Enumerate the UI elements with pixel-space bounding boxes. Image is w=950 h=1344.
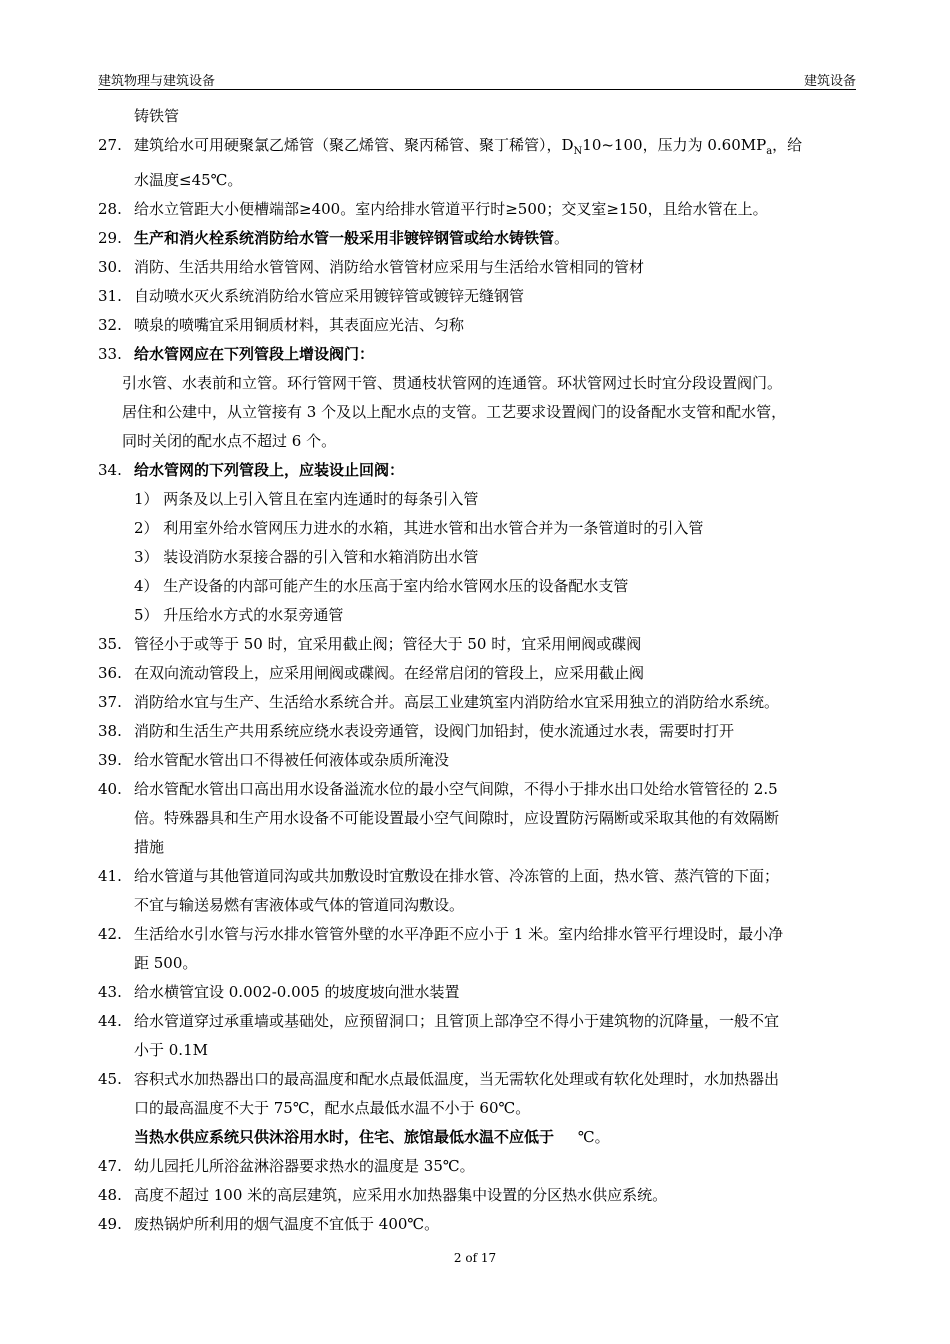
text-line <box>98 920 856 949</box>
item-number: 47. <box>98 1157 122 1175</box>
line-text: 给水立管距大小便槽端部≥400。室内给排水管道平行时≥500；交叉室≥150，且给水管在上。 <box>134 200 768 218</box>
header-left-title: 建筑物理与建筑设备 <box>98 74 216 89</box>
text-line <box>98 543 856 572</box>
subscript-text: N <box>573 146 583 157</box>
line-text: 给水管道穿过承重墙或基础处，应预留洞口；且管顶上部净空不得小于建筑物的沉降量，一般不宜 <box>134 1012 780 1030</box>
line-text: 当热水供应系统只供沐浴用水时，住宅、旅馆最低水温不应低于 <box>134 1128 555 1146</box>
item-number: 32. <box>98 316 122 334</box>
item-number: 37. <box>98 693 122 711</box>
item-number: 36. <box>98 664 122 682</box>
line-text: 消防、生活共用给水管管网、消防给水管管材应采用与生活给水管相同的管材 <box>134 258 645 276</box>
line-text: ℃。 <box>554 1128 610 1146</box>
line-text: 容积式水加热器出口的最高温度和配水点最低温度，当无需软化处理或有软化处理时，水加热器出 <box>134 1070 780 1088</box>
text-line <box>98 717 856 746</box>
text-line <box>98 282 856 311</box>
text-line <box>98 253 856 282</box>
line-text: 1） 两条及以上引入管且在室内连通时的每条引入管 <box>134 490 479 508</box>
line-text: 2） 利用室外给水管网压力进水的水箱，其进水管和出水管合并为一条管道时的引入管 <box>134 519 704 537</box>
subscript-text: a <box>766 146 773 157</box>
text-line <box>98 659 856 688</box>
text-line <box>98 1094 856 1123</box>
line-text: 措施 <box>134 838 165 856</box>
text-line <box>98 601 856 630</box>
line-text: 4） 生产设备的内部可能产生的水压高于室内给水管网水压的设备配水支管 <box>134 577 629 595</box>
item-number: 44. <box>98 1012 122 1030</box>
line-text: 给水管配水管出口不得被任何液体或杂质所淹没 <box>134 751 450 769</box>
line-text: 同时关闭的配水点不超过 6 个。 <box>122 432 337 450</box>
item-number: 48. <box>98 1186 122 1204</box>
line-text: 废热锅炉所利用的烟气温度不宜低于 400℃。 <box>134 1215 440 1233</box>
text-line <box>98 427 856 456</box>
line-text: 口的最高温度不大于 75℃，配水点最低水温不小于 60℃。 <box>134 1099 531 1117</box>
line-text: 5） 升压给水方式的水泵旁通管 <box>134 606 344 624</box>
text-line <box>98 166 856 195</box>
item-number: 29. <box>98 229 122 247</box>
line-text: 引水管、水表前和立管。环行管网干管、贯通枝状管网的连通管。环状管网过长时宜分段设置阀门。 <box>122 374 783 392</box>
line-text: 给水管配水管出口高出用水设备溢流水位的最小空气间隙，不得小于排水出口处给水管管径的 2.5 <box>134 780 778 798</box>
line-text: 给水管道与其他管道同沟或共加敷设时宜敷设在排水管、冷冻管的上面，热水管、蒸汽管的下面； <box>134 867 780 885</box>
line-text: 不宜与输送易燃有害液体或气体的管道同沟敷设。 <box>134 896 465 914</box>
line-text: 幼儿园托儿所浴盆淋浴器要求热水的温度是 35℃。 <box>134 1157 475 1175</box>
line-text: 倍。特殊器具和生产用水设备不可能设置最小空气间隙时，应设置防污隔断或采取其他的有效隔断 <box>134 809 780 827</box>
item-number: 31. <box>98 287 122 305</box>
header-right-title: 建筑设备 <box>803 74 856 89</box>
text-line <box>98 102 856 131</box>
line-text: 给水管网应在下列管段上增设阀门： <box>134 345 375 363</box>
item-number: 27. <box>98 136 122 154</box>
item-number: 33. <box>98 345 122 363</box>
document-body <box>98 102 856 1239</box>
line-text: ，给 <box>772 136 803 154</box>
text-line <box>98 514 856 543</box>
text-line <box>98 398 856 427</box>
item-number: 30. <box>98 258 122 276</box>
line-text: 管径小于或等于 50 时，宜采用截止阀；管径大于 50 时，宜采用闸阀或碟阀 <box>134 635 642 653</box>
page-number: 2 of 17 <box>453 1251 497 1265</box>
line-text: 消防和生活生产共用系统应绕水表设旁通管，设阀门加铅封，使水流通过水表，需要时打开 <box>134 722 735 740</box>
line-text: 喷泉的喷嘴宜采用铜质材料，其表面应光洁、匀称 <box>134 316 465 334</box>
line-text: 高度不超过 100 米的高层建筑，应采用水加热器集中设置的分区热水供应系统。 <box>134 1186 668 1204</box>
page-header <box>98 70 856 90</box>
text-line <box>98 1152 856 1181</box>
text-line <box>98 1036 856 1065</box>
item-number: 28. <box>98 200 122 218</box>
text-line <box>98 224 856 253</box>
line-text: 10~100，压力为 0.60MP <box>582 136 767 154</box>
text-line <box>98 340 856 369</box>
header-divider <box>98 89 856 90</box>
line-text: 小于 0.1M <box>134 1041 208 1059</box>
line-text: 居住和公建中，从立管接有 3 个及以上配水点的支管。工艺要求设置阀门的设备配水支管和配水管， <box>122 403 787 421</box>
text-line <box>98 456 856 485</box>
text-line <box>98 311 856 340</box>
text-line <box>98 949 856 978</box>
line-text: 自动喷水灭火系统消防给水管应采用镀锌管或镀锌无缝钢管 <box>134 287 525 305</box>
text-line <box>98 746 856 775</box>
line-text: 距 500。 <box>134 954 198 972</box>
text-line <box>98 862 856 891</box>
text-line <box>98 630 856 659</box>
text-line <box>98 195 856 224</box>
item-number: 41. <box>98 867 122 885</box>
item-number: 49. <box>98 1215 122 1233</box>
line-text: 铸铁管 <box>134 107 180 125</box>
line-text: 生活给水引水管与污水排水管管外壁的水平净距不应小于 1 米。室内给排水管平行埋设时，最小净 <box>134 925 784 943</box>
text-line <box>98 572 856 601</box>
text-line <box>98 804 856 833</box>
text-line <box>98 775 856 804</box>
text-line <box>98 688 856 717</box>
item-number: 45. <box>98 1070 122 1088</box>
text-line <box>98 833 856 862</box>
text-line <box>98 1181 856 1210</box>
item-number: 34. <box>98 461 122 479</box>
item-number: 35. <box>98 635 122 653</box>
item-number: 42. <box>98 925 122 943</box>
line-text: 。 <box>554 229 570 247</box>
line-text: 在双向流动管段上，应采用闸阀或碟阀。在经常启闭的管段上，应采用截止阀 <box>134 664 645 682</box>
text-line <box>98 1007 856 1036</box>
item-number: 40. <box>98 780 122 798</box>
text-line <box>98 131 856 166</box>
text-line <box>98 1123 856 1152</box>
item-number: 39. <box>98 751 122 769</box>
text-line <box>98 485 856 514</box>
line-text: 给水管网的下列管段上，应装设止回阀： <box>134 461 405 479</box>
line-text: 建筑给水可用硬聚氯乙烯管（聚乙烯管、聚丙稀管、聚丁稀管），D <box>134 136 574 154</box>
line-text: 消防给水宜与生产、生活给水系统合并。高层工业建筑室内消防给水宜采用独立的消防给水系统。 <box>134 693 780 711</box>
line-text: 给水横管宜设 0.002-0.005 的坡度坡向泄水装置 <box>134 983 460 1001</box>
line-text: 生产和消火栓系统消防给水管一般采用非镀锌钢管或给水铸铁管 <box>134 229 555 247</box>
text-line <box>98 978 856 1007</box>
item-number: 43. <box>98 983 122 1001</box>
text-line <box>98 369 856 398</box>
text-line <box>98 1065 856 1094</box>
line-text: 3） 装设消防水泵接合器的引入管和水箱消防出水管 <box>134 548 479 566</box>
text-line <box>98 891 856 920</box>
text-line <box>98 1210 856 1239</box>
line-text: 水温度≤45℃。 <box>134 171 243 189</box>
item-number: 38. <box>98 722 122 740</box>
